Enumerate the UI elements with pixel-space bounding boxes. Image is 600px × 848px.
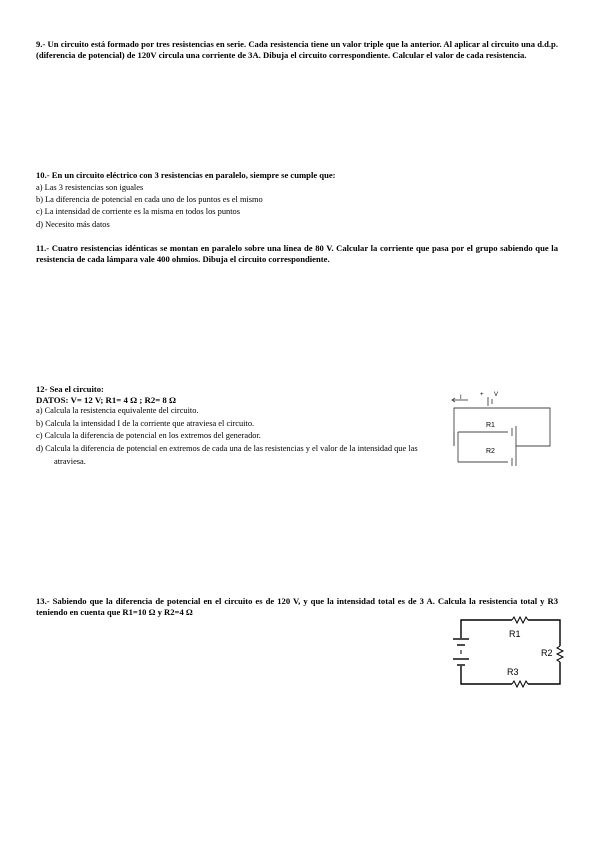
top-right-wire [528,620,560,646]
question-12-option-a: a) Calcula la resistencia equivalente del circuito. [36,406,199,416]
question-10-option-d: d) Necesito más datos [36,219,110,229]
question-10-title: 10.- En un circuito eléctrico con 3 resistencias en paralelo, siempre se cumple que: [36,170,336,180]
label-i: I [460,395,462,401]
label-r3: R3 [507,667,519,677]
question-12-option-d: d) Calcula la diferencia de potencial en extremos de cada una de las resistencias y el valor de la intensidad que las atraviesa. [36,443,418,466]
question-10-option-b: b) La diferencia de potencial en cada uno de los puntos es el mismo [36,195,263,204]
question-12-circuit-diagram [440,390,560,470]
label-v: V [494,392,499,398]
outer-wire [454,408,550,446]
question-11: 11.- Cuatro resistencias idénticas se montan en paralelo sobre una línea de 80 V. Calcular la corriente que pasa por el grupo sabiendo que la resistencia de cada lámpara vale 400 ohmios. Dibuja el circuito correspondiente. [36,243,558,264]
top-left-wire [461,620,512,638]
label-r2: R2 [541,648,553,658]
question-13-circuit-diagram [440,612,566,692]
question-12-title: 12- Sea el circuito: [36,384,104,394]
r1-resistor [512,617,528,623]
label-r1: R1 [509,629,521,639]
r2-resistor [557,646,563,662]
label-plus: + [480,392,484,398]
question-9: 9.- Un circuito está formado por tres resistencias en serie. Cada resistencia tiene un valor triple que la anterior. Al aplicar al circuito una d.d.p. (diferencia de potencial) de 120V circula una corriente de 3A. Dibuja el circuito correspondiente. Calcular el valor de cada resistencia. [36,39,558,60]
bottom-left-wire [461,666,512,684]
r3-resistor [512,681,528,687]
question-10-option-a: a) Las 3 resistencias son iguales [36,182,144,192]
question-12-option-c: c) Calcula la diferencia de potencial en los extremos del generador. [36,431,261,441]
label-r2: R2 [486,448,495,455]
bottom-right-wire [528,662,560,684]
label-r1: R1 [486,422,495,429]
question-10 [36,170,556,231]
question-12-data: DATOS: V= 12 V; R1= 4 Ω ; R2= 8 Ω [36,394,177,405]
question-12-option-b: b) Calcula la intensidad I de la corriente que atraviesa el circuito. [36,418,255,428]
question-12 [36,384,426,468]
question-10-option-c: c) La intensidad de corriente es la misma en todos los puntos [36,207,240,217]
question-13-text: 13.- Sabiendo que la diferencia de potencial en el circuito es de 120 V, y que la intensidad total es de 3 A. Calcula la resistencia total y R3 teniendo en cuenta que [36,596,558,617]
question-13-values: R1=10 Ω y R2=4 Ω [122,606,193,617]
